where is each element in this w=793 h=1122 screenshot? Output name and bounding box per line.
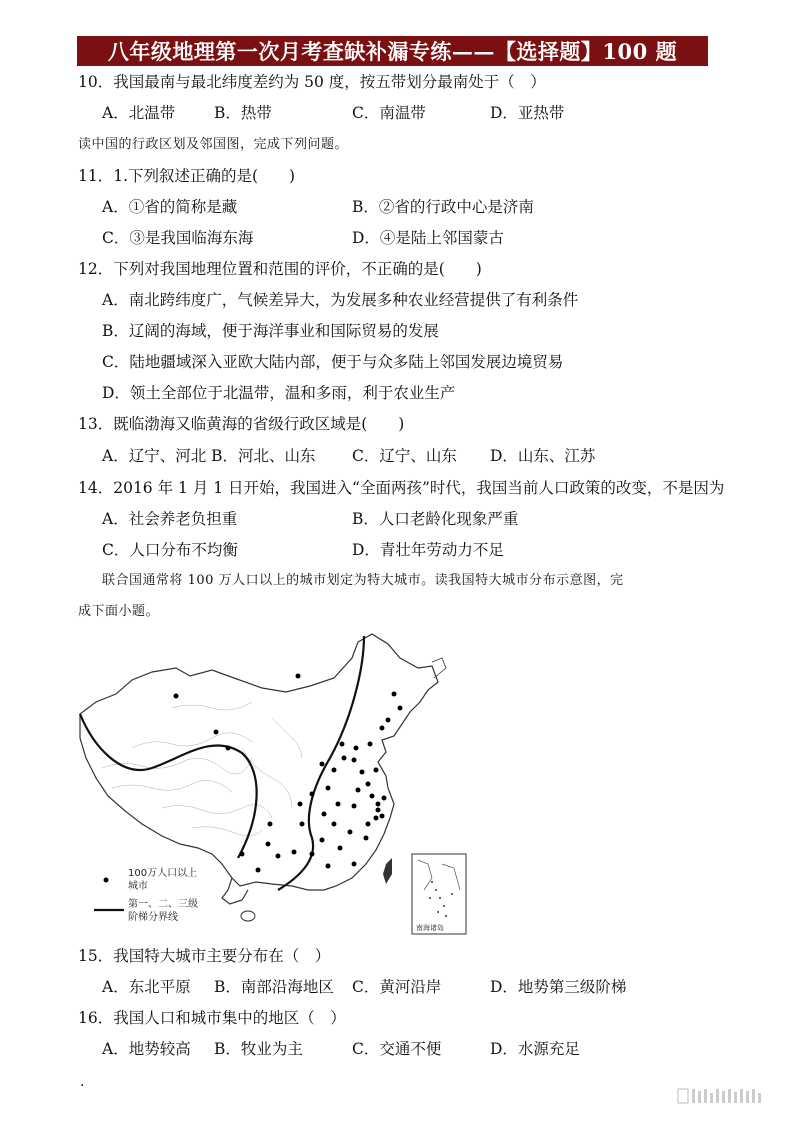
svg-text:阶梯分界线: 阶梯分界线 [128, 912, 178, 923]
q13-option-c: C．辽宁、山东 [352, 447, 457, 465]
reading-intro-2-line1: 联合国通常将 100 万人口以上的城市划定为特大城市。读我国特大城市分布示意图，完 [102, 573, 624, 588]
q10-option-d: D．亚热带 [490, 104, 565, 122]
question-10-stem: 10．我国最南与最北纬度差约为 50 度，按五带划分最南处于（ ） [78, 73, 546, 91]
q10-option-a: A．北温带 [102, 104, 176, 122]
question-11-stem: 11．1.下列叙述正确的是( ) [78, 167, 296, 185]
q16-option-b: B．牧业为主 [214, 1040, 303, 1058]
svg-text:南海诸岛: 南海诸岛 [416, 924, 444, 932]
q12-option-c: C．陆地疆域深入亚欧大陆内部，便于与众多陆上邻国发展边境贸易 [102, 353, 564, 371]
svg-text:100万人口以上: 100万人口以上 [128, 868, 198, 879]
q16-option-d: D．水源充足 [490, 1040, 580, 1058]
svg-text:城市: 城市 [128, 881, 148, 892]
south-china-sea-inset [412, 854, 466, 934]
reading-intro-2-line2: 成下面小题。 [78, 604, 160, 619]
q14-option-a: A．社会养老负担重 [102, 510, 238, 528]
q14-option-b: B．人口老龄化现象严重 [352, 510, 519, 528]
q10-option-c: C．南温带 [352, 104, 426, 122]
q15-option-b: B．南部沿海地区 [214, 978, 334, 996]
question-15-stem: 15．我国特大城市主要分布在（ ） [78, 947, 331, 965]
q15-option-a: A．东北平原 [102, 978, 191, 996]
q10-option-b: B．热带 [214, 104, 272, 122]
megacity-dots [174, 674, 403, 873]
hainan-island [241, 911, 255, 921]
page-banner-title: 八年级地理第一次月考查缺补漏专练——【选择题】100 题 [77, 36, 708, 66]
q13-option-d: D．山东、江苏 [490, 447, 596, 465]
taiwan-island [383, 858, 392, 884]
q11-option-b: B．②省的行政中心是济南 [352, 198, 534, 216]
question-13-stem: 13．既临渤海又临黄海的省级行政区域是( ) [78, 415, 405, 433]
q11-option-a: A．①省的简称是藏 [102, 198, 238, 216]
reading-intro-1: 读中国的行政区划及邻国图，完成下列问题。 [78, 137, 349, 152]
q13-option-ab: A．辽宁、河北 B．河北、山东 [102, 447, 316, 465]
q11-option-d: D．④是陆上邻国蒙古 [352, 229, 504, 247]
q15-option-d: D．地势第三级阶梯 [490, 978, 627, 996]
question-16-stem: 16．我国人口和城市集中的地区（ ） [78, 1009, 346, 1027]
q12-option-b: B．辽阔的海域，便于海洋事业和国际贸易的发展 [102, 322, 439, 340]
question-14-stem: 14．2016 年 1 月 1 日开始，我国进入“全面两孩”时代，我国当前人口政策的改变，不是因为 [78, 479, 725, 497]
q14-option-d: D．青壮年劳动力不足 [352, 541, 504, 559]
svg-text:第一、二、三级: 第一、二、三级 [128, 899, 198, 910]
q16-option-a: A．地势较高 [102, 1040, 191, 1058]
watermark-logo-icon [676, 1086, 776, 1106]
map-legend [94, 866, 198, 923]
q16-option-c: C．交通不便 [352, 1040, 442, 1058]
q14-option-c: C．人口分布不均衡 [102, 541, 238, 559]
footer-dot: . [80, 1074, 85, 1090]
q12-option-d: D．领土全部位于北温带，温和多雨，利于农业生产 [102, 384, 456, 402]
q12-option-a: A．南北跨纬度广，气候差异大，为发展多种农业经营提供了有利条件 [102, 291, 579, 309]
question-12-stem: 12．下列对我国地理位置和范围的评价，不正确的是( ) [78, 260, 482, 278]
china-megacity-map [72, 628, 472, 940]
q11-option-c: C．③是我国临海东海 [102, 229, 254, 247]
q15-option-c: C．黄河沿岸 [352, 978, 442, 996]
